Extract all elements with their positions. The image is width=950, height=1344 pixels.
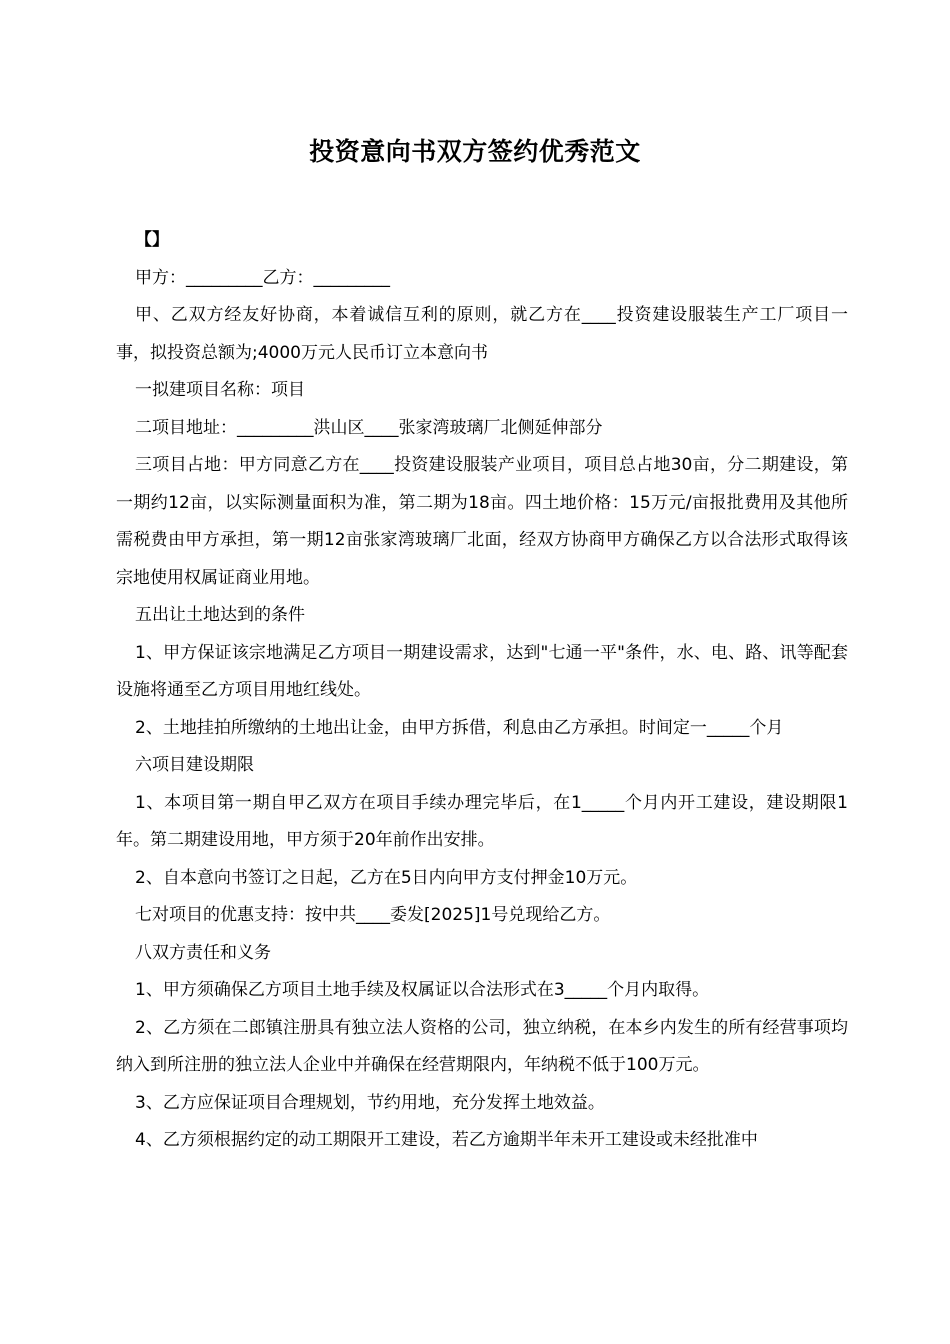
paragraph-project-name: 一拟建项目名称：项目 bbox=[135, 380, 305, 400]
paragraph-land-area: 三项目占地：甲方同意乙方在____投资建设服装产业项目，项目总占地30亩，分二期建设，第一期约12亩，以实际测量面积为准，第二期为18亩。四土地价格：15万元/亩报批费用及其他所需税费由甲方承担，第一期12亩张家湾玻璃厂北面，经双方协商甲方确保乙方以合法形式取得该宗地使用权属证商业用地。 bbox=[116, 455, 848, 588]
paragraph-intro: 甲、乙双方经友好协商，本着诚信互利的原则，就乙方在____投资建设服装生产工厂项目一事，拟投资总额为;4000万元人民币订立本意向书 bbox=[116, 305, 848, 363]
document-body bbox=[116, 222, 848, 1160]
paragraph-responsibility-1: 1、甲方须确保乙方项目土地手续及权属证以合法形式在3_____个月内取得。 bbox=[135, 980, 710, 1000]
document-title: 投资意向书双方签约优秀范文 bbox=[309, 137, 641, 166]
paragraph-preferential-support: 七对项目的优惠支持：按中共____委发[2025]1号兑现给乙方。 bbox=[135, 905, 611, 925]
paragraph-land-conditions-heading: 五出让土地达到的条件 bbox=[135, 605, 305, 625]
paragraph-project-address: 二项目地址：_________洪山区____张家湾玻璃厂北侧延伸部分 bbox=[135, 417, 603, 438]
paragraph-parties: 甲方：_________乙方：_________ bbox=[135, 267, 390, 288]
paragraph-construction-period-1: 1、本项目第一期自甲乙双方在项目手续办理完毕后，在1_____个月内开工建设，建设期限1年。第二期建设用地，甲方须于20年前作出安排。 bbox=[116, 792, 848, 850]
paragraph-responsibility-2: 2、乙方须在二郎镇注册具有独立法人资格的公司，独立纳税，在本乡内发生的所有经营事项均纳入到所注册的独立法人企业中并确保在经营期限内，年纳税不低于100万元。 bbox=[116, 1017, 848, 1075]
paragraph-construction-period-2: 2、自本意向书签订之日起，乙方在5日内向甲方支付押金10万元。 bbox=[135, 867, 638, 888]
paragraph-bracket: 【】 bbox=[135, 230, 169, 250]
paragraph-responsibilities-heading: 八双方责任和义务 bbox=[135, 942, 271, 963]
paragraph-responsibility-3: 3、乙方应保证项目合理规划，节约用地，充分发挥土地效益。 bbox=[135, 1092, 605, 1113]
paragraph-responsibility-4: 4、乙方须根据约定的动工期限开工建设，若乙方逾期半年未开工建设或未经批准中 bbox=[135, 1130, 758, 1150]
paragraph-land-conditions-1: 1、甲方保证该宗地满足乙方项目一期建设需求，达到"七通一平"条件，水、电、路、讯等配套设施将通至乙方项目用地红线处。 bbox=[116, 642, 848, 700]
paragraph-construction-period-heading: 六项目建设期限 bbox=[135, 755, 254, 775]
paragraph-land-conditions-2: 2、土地挂拍所缴纳的土地出让金，由甲方拆借，利息由乙方承担。时间定一_____个月 bbox=[135, 717, 784, 738]
